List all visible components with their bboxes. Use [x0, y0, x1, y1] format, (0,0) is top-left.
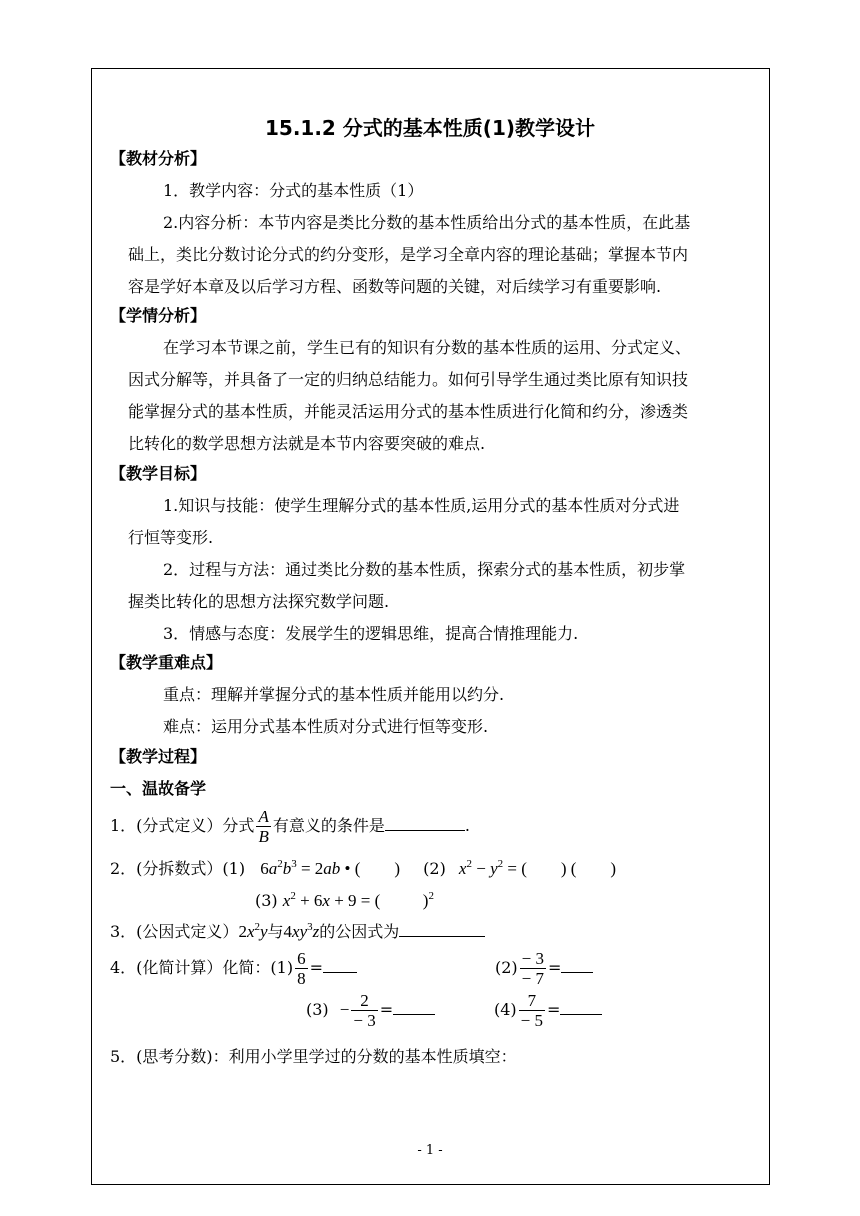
q1-answer-blank[interactable] — [385, 816, 465, 831]
heading-key-difficult: 【教学重难点】 — [110, 653, 223, 672]
student-line-3: 能掌握分式的基本性质，并能灵活运用分式的基本性质进行化简和约分，渗透类 — [128, 402, 689, 421]
material-item-2-line-2: 础上，类比分数讨论分式的约分变形，是学习全章内容的理论基础；掌握本节内 — [128, 245, 689, 264]
heading-material-analysis: 【教材分析】 — [110, 149, 207, 168]
heading-review: 一、温故备学 — [110, 779, 207, 798]
q4-eq-4: = — [547, 1000, 561, 1019]
question-4-item-4 — [494, 990, 602, 1030]
q2-expression-2: $x^2 - y^2$ = ( ) ( ) — [458, 858, 617, 878]
q1-prefix: 1．(分式定义）分式 — [110, 816, 255, 835]
q3-answer-blank[interactable] — [399, 922, 485, 937]
question-2-line-1 — [110, 858, 616, 880]
q4-fraction-4: $\frac{7}{- 5}$ — [520, 991, 544, 1030]
q2-label-3: (3) — [255, 891, 278, 910]
q4-fraction-1: $\frac{6}{8}$ — [297, 949, 306, 988]
student-line-4: 比转化的数学思想方法就是本节内容要突破的难点. — [128, 434, 486, 453]
q3-prefix: 3．(公因式定义） — [110, 922, 239, 941]
q4-label-4: (4) — [494, 1000, 517, 1019]
student-line-2: 因式分解等，并具备了一定的归纳总结能力。如何引导学生通过类比原有知识技 — [128, 370, 689, 389]
heading-teaching-goals: 【教学目标】 — [110, 464, 207, 483]
heading-student-analysis: 【学情分析】 — [110, 306, 207, 325]
key-point: 重点：理解并掌握分式的基本性质并能用以约分. — [163, 685, 505, 704]
q4-neg-sign: − — [339, 1000, 350, 1019]
goal-3: 3．情感与态度：发展学生的逻辑思维，提高合情推理能力. — [163, 624, 579, 643]
q4-answer-blank-4[interactable] — [560, 1000, 602, 1015]
q3-suffix: 的公因式为 — [319, 922, 400, 941]
material-item-2-line-3: 容是学好本章及以后学习方程、函数等问题的关键，对后续学习有重要影响. — [128, 277, 662, 296]
question-4-item-3 — [306, 990, 435, 1030]
q4-label-2: (2) — [495, 958, 518, 977]
q1-numerator: A — [258, 807, 269, 826]
q2-label-2: (2) — [423, 859, 446, 878]
q2-expression-1: $6a^2b^3 = 2ab$ • ( ) — [260, 858, 401, 878]
question-4-line-1 — [110, 948, 357, 988]
q4-answer-blank-1[interactable] — [323, 958, 357, 973]
heading-teaching-process: 【教学过程】 — [110, 747, 207, 766]
q3-term-2: $4xy^3z$ — [283, 921, 320, 941]
q4-fraction-3: $\frac{2}{- 3}$ — [353, 991, 376, 1030]
question-2-line-2 — [255, 890, 434, 912]
question-1 — [110, 806, 470, 846]
difficult-point: 难点：运用分式基本性质对分式进行恒等变形. — [163, 717, 489, 736]
q1-suffix: 有意义的条件是 — [272, 816, 385, 835]
goal-1-line-2: 行恒等变形. — [128, 528, 214, 547]
q4-eq-2: = — [548, 958, 562, 977]
q4-label-3: (3) — [306, 1000, 329, 1019]
material-item-1: 1．教学内容：分式的基本性质（1） — [163, 181, 424, 200]
q1-end: . — [464, 816, 470, 835]
question-5: 5．(思考分数)：利用小学里学过的分数的基本性质填空： — [110, 1047, 517, 1066]
q4-answer-blank-3[interactable] — [393, 1000, 435, 1015]
q4-answer-blank-2[interactable] — [561, 958, 593, 973]
q1-denominator: B — [258, 827, 269, 846]
page-title: 15.1.2 分式的基本性质(1)教学设计 — [264, 116, 596, 140]
q2-prefix: 2．(分拆数式）(1) — [110, 859, 246, 878]
q4-fraction-2: $\frac{- 3}{- 7}$ — [521, 949, 545, 988]
q2-expression-3: $x^2 + 6x + 9$ = ( )$^2$ — [282, 890, 434, 910]
q3-mid: 与 — [267, 922, 284, 941]
q3-term-1: $2x^2y$ — [238, 921, 268, 941]
q4-prefix: 4．(化简计算）化简：(1) — [110, 958, 294, 977]
question-3 — [110, 921, 485, 943]
q4-eq-3: = — [379, 1000, 394, 1019]
q4-eq-1: = — [309, 958, 323, 977]
goal-2-line-1: 2．过程与方法：通过类比分数的基本性质，探索分式的基本性质，初步掌 — [163, 560, 686, 579]
goal-2-line-2: 握类比转化的思想方法探究数学问题. — [128, 592, 390, 611]
goal-1-line-1: 1.知识与技能：使学生理解分式的基本性质,运用分式的基本性质对分式进 — [163, 496, 680, 515]
student-line-1: 在学习本节课之前，学生已有的知识有分数的基本性质的运用、分式定义、 — [163, 338, 692, 357]
page-number: - 1 - — [417, 1143, 443, 1158]
q1-fraction — [256, 807, 270, 846]
material-item-2-line-1: 2.内容分析：本节内容是类比分数的基本性质给出分式的基本性质，在此基 — [163, 213, 691, 232]
question-4-item-2 — [495, 948, 593, 988]
